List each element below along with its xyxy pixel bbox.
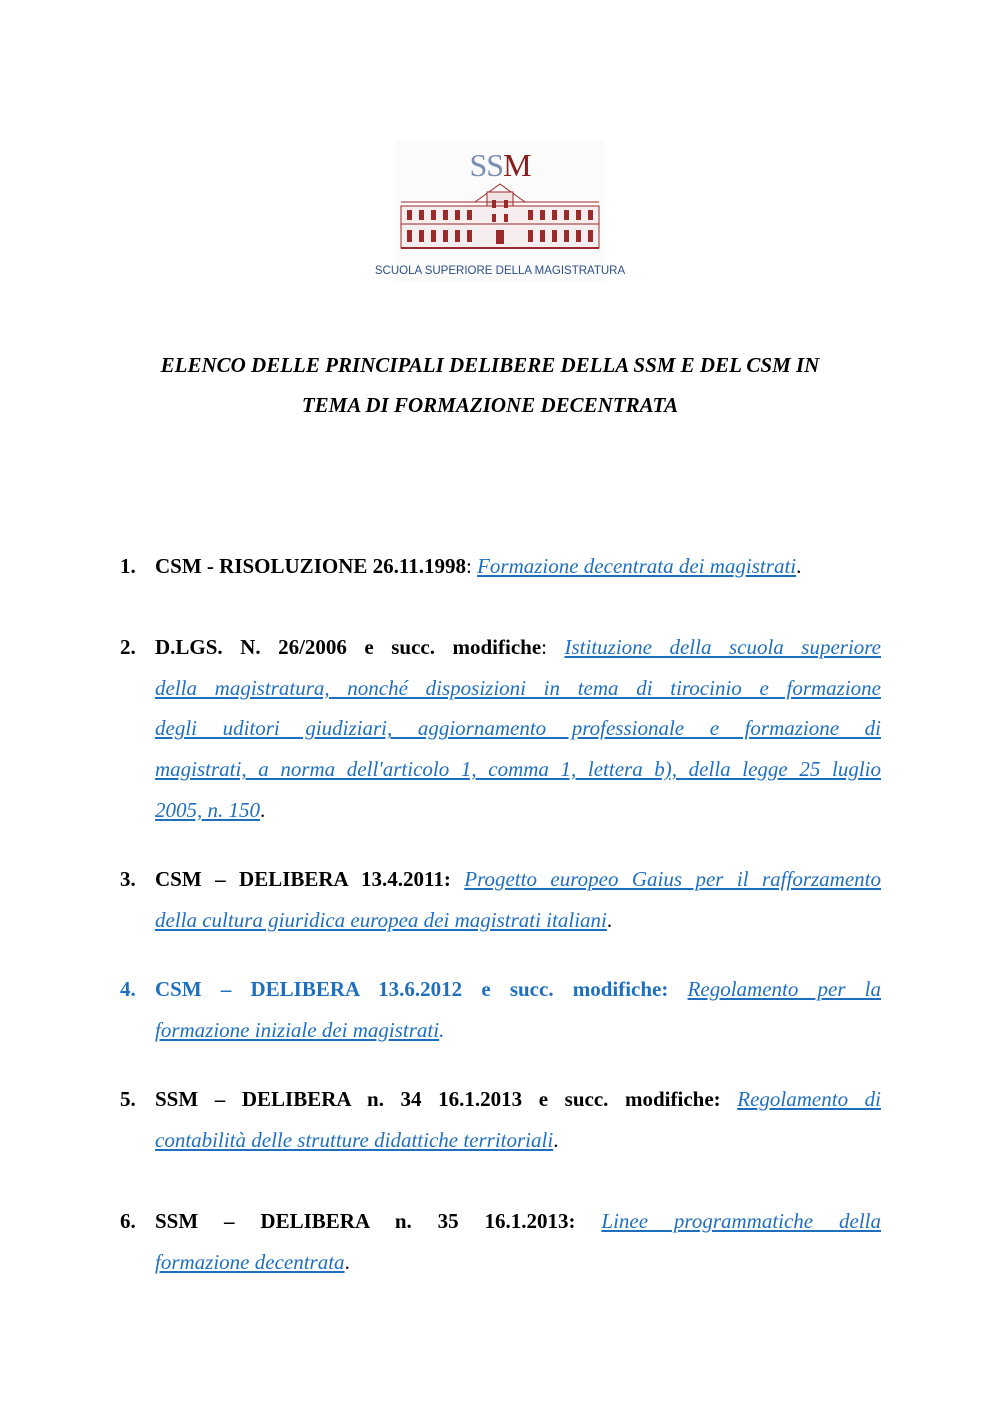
item-number: 2. <box>120 635 136 659</box>
item-end: . <box>439 1017 445 1042</box>
logo-acronym-ss: SS <box>469 147 504 183</box>
ssm-building-emblem <box>374 140 626 282</box>
logo-acronym-m: M <box>503 147 531 183</box>
item-heading: CSM – DELIBERA 13.4.2011: <box>155 867 451 891</box>
item-link-line-2[interactable]: formazione decentrata <box>155 1249 345 1274</box>
item-link-line-2[interactable]: formazione iniziale dei magistrati <box>155 1017 440 1042</box>
item-end: . <box>796 554 802 578</box>
item-heading: D.LGS. N. 26/2006 e succ. modifiche <box>155 635 542 659</box>
item-link-line-3[interactable]: degli uditori giudiziari, aggiornamento professionale e formazione di <box>155 716 881 741</box>
item-separator: : <box>465 554 478 578</box>
title-line-1: ELENCO DELLE PRINCIPALI DELIBERE DELLA SSM E DEL CSM IN <box>160 353 820 377</box>
item-link[interactable]: Istituzione della scuola superiore <box>564 635 882 659</box>
item-link-line-2[interactable]: della cultura giuridica europea dei magistrati italiani <box>155 907 607 932</box>
item-end: . <box>606 907 613 932</box>
ssm-logo <box>374 140 626 282</box>
item-heading: CSM - RISOLUZIONE 26.11.1998 <box>155 554 466 578</box>
item-link-line-4[interactable]: magistrati, a norma dell'articolo 1, comma 1, lettera b), della legge 25 luglio <box>155 757 881 782</box>
item-end: . <box>553 1127 559 1152</box>
item-separator <box>451 867 464 891</box>
item-separator <box>668 977 687 1001</box>
item-link[interactable]: Linee programmatiche della <box>601 1209 881 1233</box>
item-link-line-2[interactable]: contabilità delle strutture didattiche territoriali <box>155 1127 554 1152</box>
item-number: 5. <box>120 1087 136 1111</box>
item-number: 6. <box>120 1209 136 1233</box>
list-item-2 <box>120 627 881 831</box>
item-heading: SSM – DELIBERA n. 34 16.1.2013 e succ. modifiche: <box>155 1087 721 1111</box>
item-heading: CSM – DELIBERA 13.6.2012 e succ. modifiche: <box>155 977 669 1001</box>
title-line-2: TEMA DI FORMAZIONE DECENTRATA <box>301 393 679 417</box>
item-link-line-2[interactable]: della magistratura, nonché disposizioni in tema di tirocinio e formazione <box>155 675 881 700</box>
document-title <box>100 345 880 425</box>
list-item-3 <box>120 859 881 940</box>
list-item-4 <box>120 969 881 1050</box>
item-link[interactable]: Formazione decentrata dei magistrati <box>477 554 797 578</box>
item-link-line-5[interactable]: 2005, n. 150 <box>155 797 260 822</box>
item-heading: SSM – DELIBERA n. 35 16.1.2013: <box>155 1209 576 1233</box>
item-separator <box>721 1087 738 1111</box>
item-end: . <box>260 797 266 822</box>
item-separator: : <box>541 635 565 659</box>
item-link[interactable]: Regolamento per la <box>687 977 881 1001</box>
item-number: 4. <box>120 977 136 1001</box>
logo-caption: SCUOLA SUPERIORE DELLA MAGISTRATURA <box>374 265 626 277</box>
svg-text:SSM <box>469 147 531 183</box>
item-number: 1. <box>120 554 136 578</box>
item-link[interactable]: Regolamento di <box>737 1087 882 1111</box>
list-item-5 <box>120 1079 881 1160</box>
item-separator <box>576 1209 602 1233</box>
list-item-1 <box>120 546 881 587</box>
list-item-6 <box>120 1201 881 1282</box>
item-link[interactable]: Progetto europeo Gaius per il rafforzamento <box>464 867 881 891</box>
item-number: 3. <box>120 867 136 891</box>
item-end: . <box>344 1249 350 1274</box>
